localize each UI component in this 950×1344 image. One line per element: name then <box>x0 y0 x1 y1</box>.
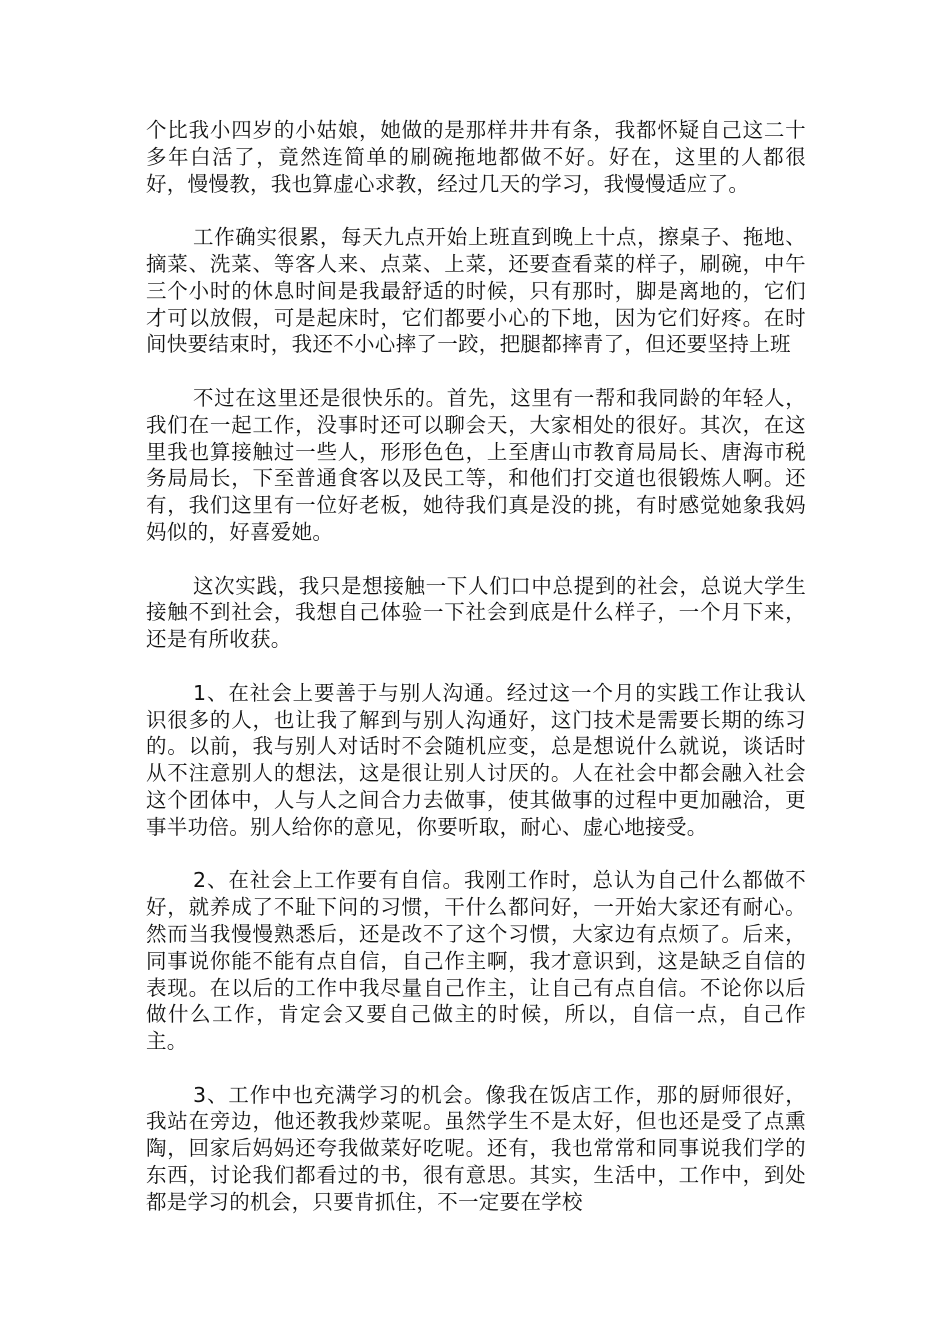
paragraph-6: 2、在社会上工作要有自信。我刚工作时，总认为自己什么都做不好，就养成了不耻下问的习惯，干什么都问好，一开始大家还有耐心。然而当我慢慢熟悉后，还是改不了这个习惯，大家边有点烦了。后来，同事说你能不能有点自信，自己作主啊，我才意识到，这是缺乏自信的表现。在以后的工作中我尽量自己作主，让自己有点自信。不论你以后做什么工作，肯定会又要自己做主的时候，所以，自信一点，自己作主。 <box>146 868 806 1054</box>
paragraph-1: 个比我小四岁的小姑娘，她做的是那样井井有条，我都怀疑自己这二十多年白活了，竟然连简单的刷碗拖地都做不好。好在，这里的人都很好，慢慢教，我也算虚心求教，经过几天的学习，我慢慢适应了。 <box>146 118 806 196</box>
paragraph-5: 1、在社会上要善于与别人沟通。经过这一个月的实践工作让我认识很多的人，也让我了解到与别人沟通好，这门技术是需要长期的练习的。以前，我与别人对话时不会随机应变，总是想说什么就说，谈话时从不注意别人的想法，这是很让别人讨厌的。人在社会中都会融入社会这个团体中，人与人之间合力去做事，使其做事的过程中更加融洽，更事半功倍。别人给你的意见，你要听取，耐心、虚心地接受。 <box>146 680 806 839</box>
paragraph-3: 不过在这里还是很快乐的。首先，这里有一帮和我同龄的年轻人，我们在一起工作，没事时还可以聊会天，大家相处的很好。其次，在这里我也算接触过一些人，形形色色，上至唐山市教育局局长、唐海市税务局局长，下至普通食客以及民工等，和他们打交道也很锻炼人啊。还有，我们这里有一位好老板，她待我们真是没的挑，有时感觉她象我妈妈似的，好喜爱她。 <box>146 385 806 544</box>
paragraph-7: 3、工作中也充满学习的机会。像我在饭店工作，那的厨师很好，我站在旁边，他还教我炒菜呢。虽然学生不是太好，但也还是受了点熏陶，回家后妈妈还夸我做菜好吃呢。还有，我也常常和同事说我们学的东西，讨论我们都看过的书，很有意思。其实，生活中，工作中，到处都是学习的机会，只要肯抓住，不一定要在学校 <box>146 1082 806 1214</box>
document-body <box>146 117 806 1216</box>
paragraph-4: 这次实践，我只是想接触一下人们口中总提到的社会，总说大学生接触不到社会，我想自己体验一下社会到底是什么样子，一个月下来，还是有所收获。 <box>146 573 806 652</box>
paragraph-2: 工作确实很累，每天九点开始上班直到晚上十点，擦桌子、拖地、摘菜、洗菜、等客人来、点菜、上菜，还要查看菜的样子，刷碗，中午三个小时的休息时间是我最舒适的时候，只有那时，脚是离地的，它们才可以放假，可是起床时，它们都要小心的下地，因为它们好疼。在时间快要结束时，我还不小心摔了一跤，把腿都摔青了，但还要坚持上班 <box>146 225 806 357</box>
